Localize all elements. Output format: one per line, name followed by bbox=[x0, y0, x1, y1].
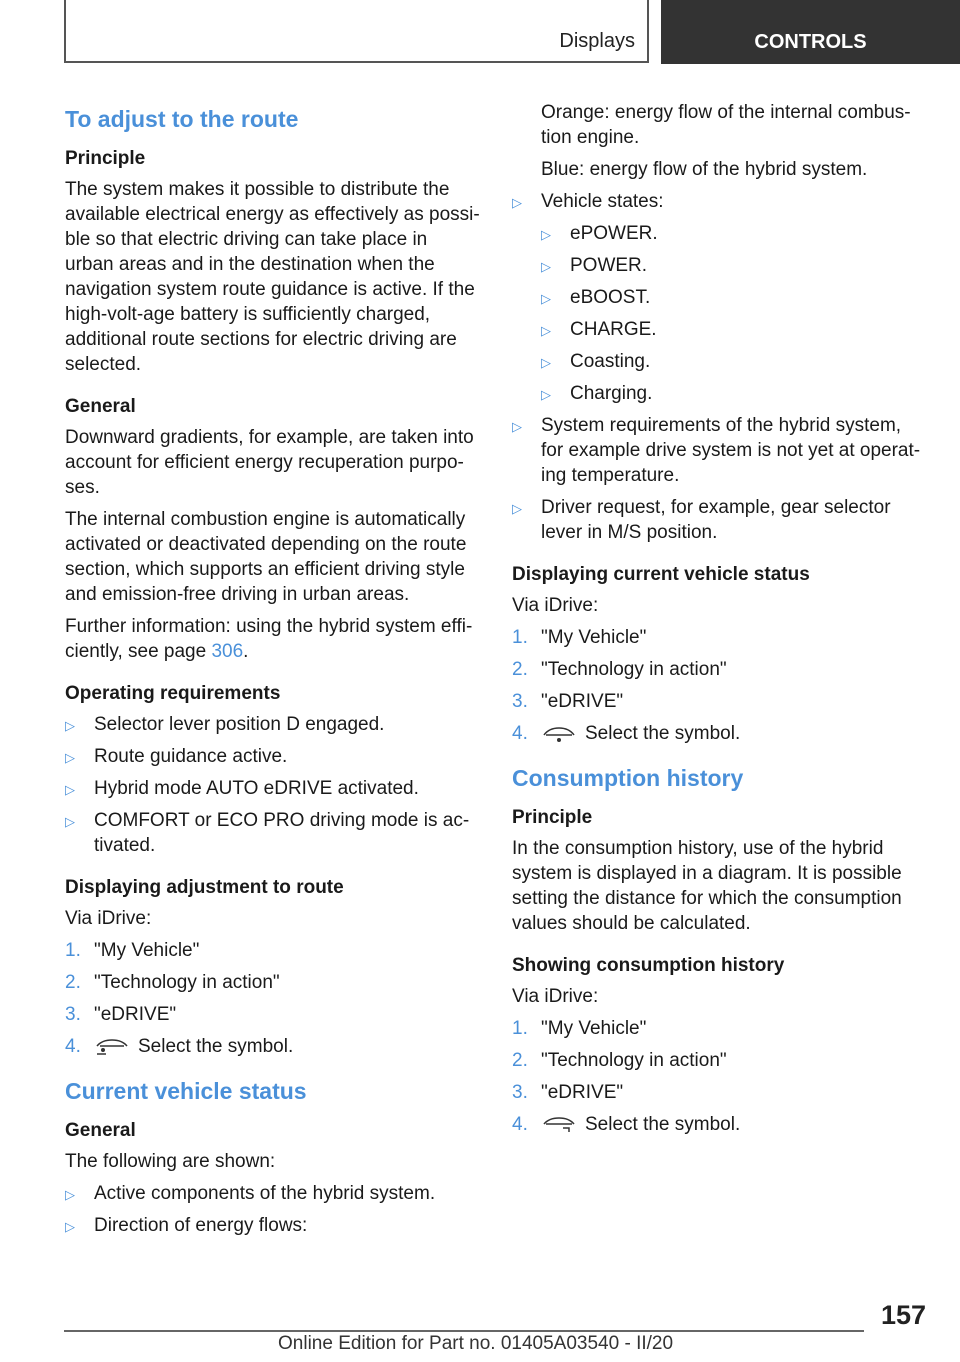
principle-title: Principle bbox=[65, 148, 146, 169]
curr-steps bbox=[512, 625, 924, 746]
step-item bbox=[65, 1034, 480, 1059]
disp-via: Via iDrive: bbox=[65, 908, 152, 929]
state-text: ePOWER. bbox=[570, 223, 658, 244]
list-item-text: Active components of the hybrid system. bbox=[94, 1183, 436, 1204]
step-text: Select the symbol. bbox=[585, 1114, 741, 1135]
list-item-text: Driver request, for example, gear selector lever in M/S position. bbox=[541, 497, 891, 543]
step-text: "Technology in action" bbox=[541, 659, 727, 680]
general-paragraph-1: Downward gradients, for example, are taken into account for efficient energy recuperation purpo-ses. bbox=[65, 427, 474, 498]
triangle-bullet-icon: ▷ bbox=[65, 1187, 75, 1202]
right-column bbox=[512, 100, 924, 1154]
triangle-bullet-icon: ▷ bbox=[541, 387, 551, 402]
list-item bbox=[65, 808, 480, 858]
step-item bbox=[65, 970, 480, 995]
triangle-bullet-icon: ▷ bbox=[541, 291, 551, 306]
section-general bbox=[65, 394, 480, 664]
triangle-bullet-icon: ▷ bbox=[65, 718, 75, 733]
general-p3-text: Further information: using the hybrid system effi-ciently, see page bbox=[65, 616, 473, 662]
state-text: Coasting. bbox=[570, 351, 651, 372]
step-text: "My Vehicle" bbox=[541, 627, 647, 648]
list-item bbox=[512, 495, 924, 545]
status-list bbox=[65, 1181, 480, 1238]
step-item bbox=[512, 1048, 924, 1073]
hist-principle-title: Principle bbox=[512, 807, 593, 828]
car-history-icon bbox=[541, 1114, 577, 1134]
triangle-bullet-icon: ▷ bbox=[512, 195, 522, 210]
show-steps bbox=[512, 1016, 924, 1137]
step-item bbox=[512, 721, 924, 746]
page-number: 157 bbox=[880, 1300, 926, 1330]
step-item bbox=[512, 689, 924, 714]
heading-current-status: Current vehicle status bbox=[65, 1078, 307, 1104]
step-number: 2. bbox=[512, 1050, 528, 1071]
step-item bbox=[512, 1016, 924, 1041]
list-item-text: COMFORT or ECO PRO driving mode is ac-tivated. bbox=[94, 810, 470, 856]
step-text: "eDRIVE" bbox=[541, 691, 624, 712]
triangle-bullet-icon: ▷ bbox=[512, 419, 522, 434]
triangle-bullet-icon: ▷ bbox=[541, 259, 551, 274]
heading-adjust-route: To adjust to the route bbox=[65, 106, 299, 132]
heading-consumption-history: Consumption history bbox=[512, 765, 744, 791]
hist-principle-text: In the consumption history, use of the hybrid system is displayed in a diagram. It is possible setting the distance for which the consumption values should be calculated. bbox=[512, 838, 902, 934]
car-route-icon bbox=[94, 1036, 130, 1056]
step-text: "Technology in action" bbox=[541, 1050, 727, 1071]
general-p3-end: . bbox=[243, 641, 249, 662]
step-number: 4. bbox=[512, 1114, 528, 1135]
list-item bbox=[65, 712, 480, 737]
list-item bbox=[541, 317, 924, 342]
step-text: "eDRIVE" bbox=[541, 1082, 624, 1103]
step-number: 1. bbox=[512, 627, 528, 648]
curr-via: Via iDrive: bbox=[512, 595, 599, 616]
triangle-bullet-icon: ▷ bbox=[541, 355, 551, 370]
left-column bbox=[65, 100, 480, 1255]
header-section-title: Displays bbox=[559, 30, 635, 52]
list-item-text: Direction of energy flows: bbox=[94, 1215, 308, 1236]
req-title: Operating requirements bbox=[65, 683, 281, 704]
step-number: 3. bbox=[512, 691, 528, 712]
show-via: Via iDrive: bbox=[512, 986, 599, 1007]
energy-flow-notes bbox=[512, 100, 924, 182]
triangle-bullet-icon: ▷ bbox=[541, 227, 551, 242]
footer-divider bbox=[64, 1330, 864, 1332]
triangle-bullet-icon: ▷ bbox=[65, 814, 75, 829]
step-text: Select the symbol. bbox=[138, 1036, 294, 1057]
list-item bbox=[541, 285, 924, 310]
vehicle-states-list bbox=[541, 221, 924, 406]
step-number: 4. bbox=[65, 1036, 81, 1057]
step-item bbox=[512, 657, 924, 682]
triangle-bullet-icon: ▷ bbox=[65, 782, 75, 797]
orange-note: Orange: energy flow of the internal combus-tion engine. bbox=[541, 102, 911, 148]
general-paragraph-2: The internal combustion engine is automatically activated or deactivated depending on the route section, which supports an efficient driving style and emission-free driving in urban areas. bbox=[65, 509, 467, 605]
step-text: "My Vehicle" bbox=[541, 1018, 647, 1039]
triangle-bullet-icon: ▷ bbox=[65, 1219, 75, 1234]
step-item bbox=[65, 1002, 480, 1027]
list-item bbox=[541, 253, 924, 278]
list-item bbox=[65, 744, 480, 769]
status-general-title: General bbox=[65, 1120, 136, 1141]
step-number: 3. bbox=[512, 1082, 528, 1103]
list-item bbox=[512, 189, 924, 406]
car-status-icon bbox=[541, 723, 577, 743]
state-text: Charging. bbox=[570, 383, 653, 404]
disp-steps bbox=[65, 938, 480, 1059]
list-item-text: Hybrid mode AUTO eDRIVE activated. bbox=[94, 778, 419, 799]
footer-edition: Online Edition for Part no. 01405A03540 - II/20 bbox=[278, 1333, 674, 1354]
triangle-bullet-icon: ▷ bbox=[541, 323, 551, 338]
state-text: POWER. bbox=[570, 255, 648, 276]
list-item bbox=[65, 1213, 480, 1238]
blue-note: Blue: energy flow of the hybrid system. bbox=[541, 159, 868, 180]
step-number: 2. bbox=[512, 659, 528, 680]
show-title: Showing consumption history bbox=[512, 955, 785, 976]
curr-title: Displaying current vehicle status bbox=[512, 564, 810, 585]
status-more-list bbox=[512, 189, 924, 545]
state-text: CHARGE. bbox=[570, 319, 657, 340]
section-principle bbox=[65, 146, 480, 377]
list-item-text: Vehicle states: bbox=[541, 191, 664, 212]
list-item-text: Selector lever position D engaged. bbox=[94, 714, 385, 735]
page-link-306[interactable]: 306 bbox=[211, 641, 244, 662]
step-number: 1. bbox=[512, 1018, 528, 1039]
list-item bbox=[65, 1181, 480, 1206]
general-title: General bbox=[65, 396, 136, 417]
header-chapter-tab: CONTROLS bbox=[661, 0, 960, 64]
disp-title: Displaying adjustment to route bbox=[65, 877, 344, 898]
list-item bbox=[541, 381, 924, 406]
step-number: 1. bbox=[65, 940, 81, 961]
step-text: Select the symbol. bbox=[585, 723, 741, 744]
triangle-bullet-icon: ▷ bbox=[512, 501, 522, 516]
list-item bbox=[541, 349, 924, 374]
list-item-text: System requirements of the hybrid system, for example drive system is not yet at operat-ing temperature. bbox=[541, 415, 921, 486]
step-number: 4. bbox=[512, 723, 528, 744]
step-item bbox=[65, 938, 480, 963]
list-item bbox=[541, 221, 924, 246]
step-number: 2. bbox=[65, 972, 81, 993]
state-text: eBOOST. bbox=[570, 287, 651, 308]
status-shown: The following are shown: bbox=[65, 1151, 276, 1172]
list-item bbox=[65, 776, 480, 801]
list-item-text: Route guidance active. bbox=[94, 746, 288, 767]
step-text: "My Vehicle" bbox=[94, 940, 200, 961]
general-paragraph-3 bbox=[65, 614, 480, 664]
list-item bbox=[512, 413, 924, 488]
step-number: 3. bbox=[65, 1004, 81, 1025]
step-item bbox=[512, 1112, 924, 1137]
step-item bbox=[512, 1080, 924, 1105]
step-text: "Technology in action" bbox=[94, 972, 280, 993]
req-list bbox=[65, 712, 480, 858]
step-text: "eDRIVE" bbox=[94, 1004, 177, 1025]
triangle-bullet-icon: ▷ bbox=[65, 750, 75, 765]
section-history-principle bbox=[512, 805, 924, 936]
principle-text: The system makes it possible to distribute the available electrical energy as effectively as possi-ble so that electric driving can take place in urban areas and in the destination when the navigation system route guidance is active. If the high-volt-age battery is sufficiently charged, additional route sections for electric driving are selected. bbox=[65, 179, 480, 375]
step-item bbox=[512, 625, 924, 650]
